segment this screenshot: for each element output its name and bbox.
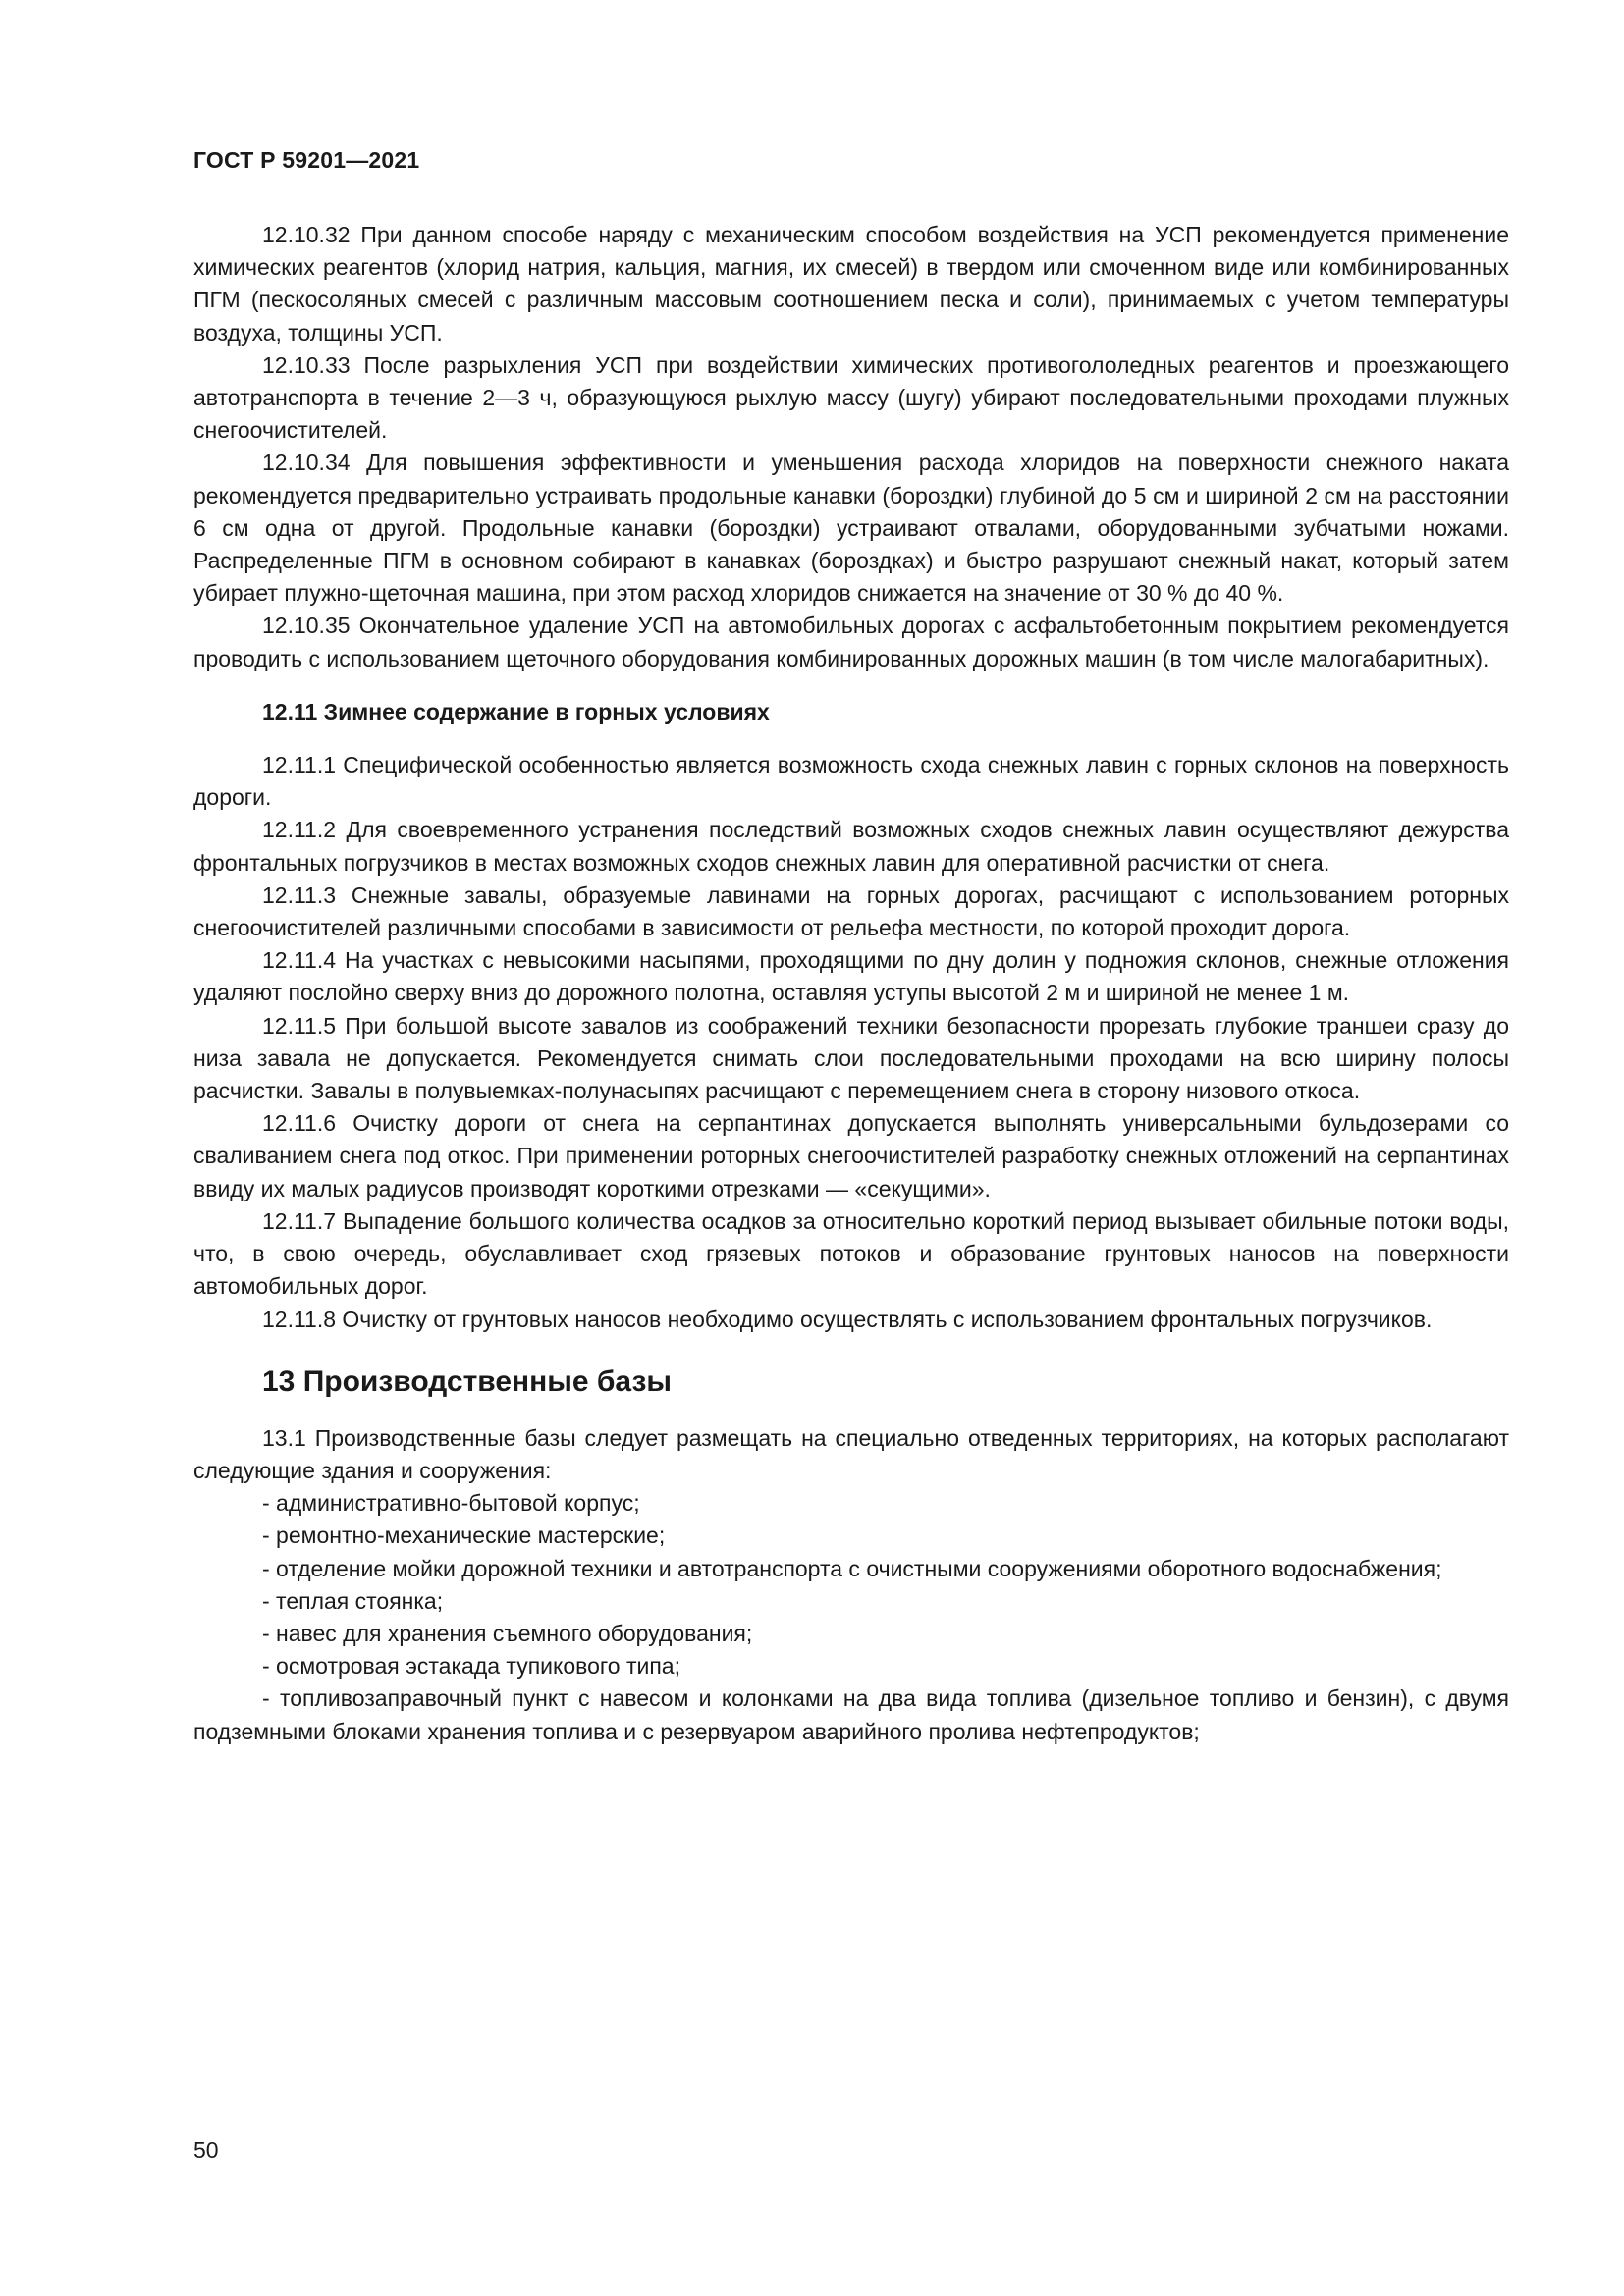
- facility-list: [193, 1487, 1509, 1748]
- paragraph-13-1: 13.1 Производственные базы следует размещать на специально отведенных территориях, на которых располагают следующие здания и сооружения:: [193, 1424, 1509, 1483]
- page-number: 50: [193, 2137, 219, 2163]
- section-heading-13: 13 Производственные базы: [262, 1364, 672, 1398]
- paragraph-12-10-35: 12.10.35 Окончательное удаление УСП на автомобильных дорогах с асфальтобетонным покрытием рекомендуется проводить с использованием щеточного оборудования комбинированных дорожных машин (в том числе малогабаритных).: [193, 613, 1509, 671]
- paragraph-12-10-33: 12.10.33 После разрыхления УСП при воздействии химических противогололедных реагентов и проезжающего автотранспорта в течение 2—3 ч, образующуюся рыхлую массу (шугу) убирают последовательными проходами плужных снегоочистителей.: [193, 351, 1509, 444]
- paragraph-12-11-6: 12.11.6 Очистку дороги от снега на серпантинах допускается выполнять универсальными бульдозерами со сваливанием снега под откос. При применении роторных снегоочистителей разработку снежных отложений на серпантинах ввиду их малых радиусов производят короткими отрезками — «секущими».: [193, 1110, 1509, 1201]
- paragraph-12-10-32: 12.10.32 При данном способе наряду с механическим способом воздействия на УСП рекомендуется применение химических реагентов (хлорид натрия, кальция, магния, их смесей) в твердом или смоченном виде или комбинированных ПГМ (пескосоляных смесей с различным массовым соотношением песка и соли), принимаемых с учетом температуры воздуха, толщины УСП.: [193, 222, 1509, 346]
- paragraph-12-11-3: 12.11.3 Снежные завалы, образуемые лавинами на горных дорогах, расчищают с использованием роторных снегоочистителей различными способами в зависимости от рельефа местности, по которой проходит дорога.: [193, 881, 1509, 941]
- paragraph-12-11-8: 12.11.8 Очистку от грунтовых наносов необходимо осуществлять с использованием фронтальных погрузчиков.: [262, 1306, 1433, 1332]
- list-item: - административно-бытовой корпус;: [262, 1490, 640, 1517]
- paragraph-12-11-5: 12.11.5 При большой высоте завалов из соображений техники безопасности прорезать глубокие траншеи сразу до низа завала не допускается. Рекомендуется снимать слои последовательными проходами на всю ширину полосы расчистки. Завалы в полувыемках-полунасыпях расчищают с перемещением снега в сторону низового откоса.: [193, 1012, 1509, 1104]
- document-header: ГОСТ Р 59201—2021: [193, 147, 420, 173]
- list-item: - теплая стоянка;: [262, 1587, 444, 1614]
- list-item: - топливозаправочный пункт с навесом и колонками на два вида топлива (дизельное топливо и бензин), с двумя подземными блоками хранения топлива и с резервуаром аварийного пролива нефтепродуктов;: [193, 1685, 1509, 1744]
- subsection-heading-12-11: 12.11 Зимнее содержание в горных условиях: [262, 698, 770, 724]
- paragraph-12-10-34: 12.10.34 Для повышения эффективности и уменьшения расхода хлоридов на поверхности снежного наката рекомендуется предварительно устраивать продольные канавки (бороздки) глубиной до 5 см и шириной 2 см на расстоянии 6 см одна от другой. Продольные канавки (бороздки) устраивают отвалами, оборудованными зубчатыми ножами. Распределенные ПГМ в основном собирают в канавках (бороздках) и быстро разрушают снежный накат, который затем убирает плужно-щеточная машина, при этом расход хлоридов снижается на значение от 30 % до 40 %.: [193, 450, 1509, 607]
- paragraph-12-11-4: 12.11.4 На участках с невысокими насыпями, проходящими по дну долин у подножия склонов, снежные отложения удаляют послойно сверху вниз до дорожного полотна, оставляя уступы высотой 2 м и шириной не менее 1 м.: [193, 947, 1509, 1006]
- paragraph-12-11-7: 12.11.7 Выпадение большого количества осадков за относительно короткий период вызывает обильные потоки воды, что, в свою очередь, обуславливает сход грязевых потоков и образование грунтовых наносов на поверхности автомобильных дорог.: [193, 1207, 1509, 1300]
- list-item: - навес для хранения съемного оборудования;: [262, 1620, 753, 1646]
- list-item: - отделение мойки дорожной техники и автотранспорта с очистными сооружениями оборотного водоснабжения;: [262, 1555, 1442, 1581]
- document-body: [193, 219, 1509, 1748]
- list-item: - осмотровая эстакада тупикового типа;: [262, 1653, 680, 1680]
- paragraph-12-11-2: 12.11.2 Для своевременного устранения последствий возможных сходов снежных лавин осуществляют дежурства фронтальных погрузчиков в местах возможных сходов снежных лавин для оперативной расчистки от снега.: [193, 817, 1509, 876]
- paragraph-12-11-1: 12.11.1 Специфической особенностью является возможность схода снежных лавин с горных склонов на поверхность дороги.: [193, 752, 1509, 811]
- list-item: - ремонтно-механические мастерские;: [262, 1522, 666, 1549]
